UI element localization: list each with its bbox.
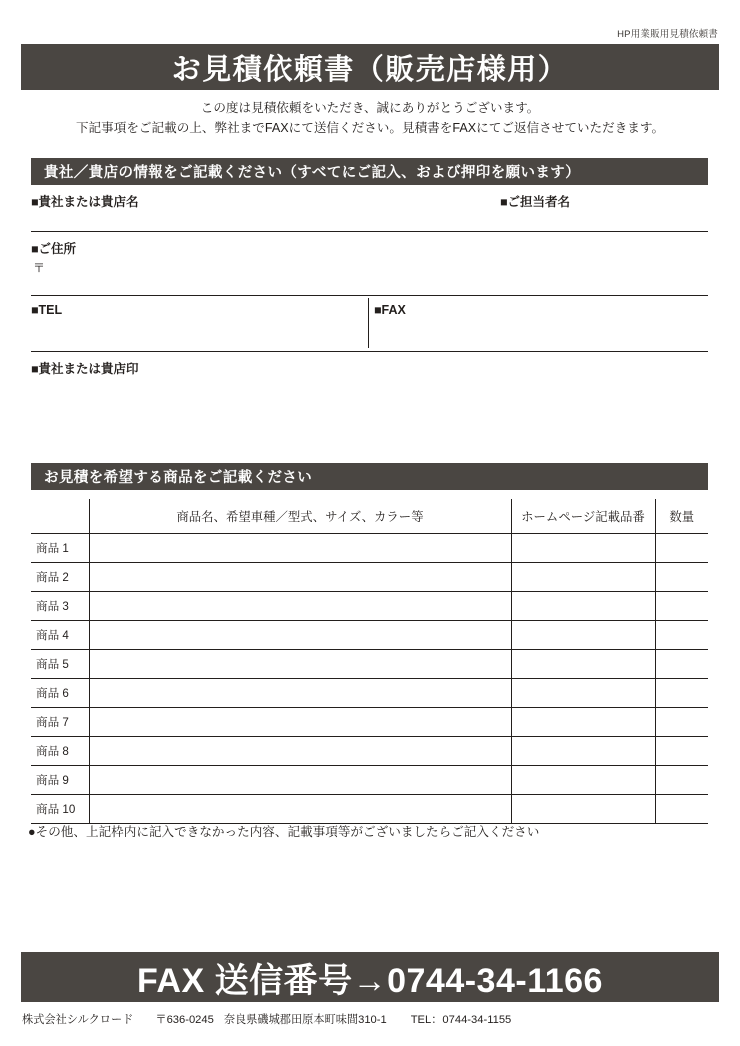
cell-quantity[interactable] bbox=[655, 765, 708, 794]
field-row-names bbox=[31, 185, 708, 232]
row-label: 商品 10 bbox=[31, 794, 89, 823]
cell-quantity[interactable] bbox=[655, 533, 708, 562]
table-row bbox=[31, 533, 708, 562]
table-row bbox=[31, 649, 708, 678]
table-row bbox=[31, 562, 708, 591]
row-label: 商品 4 bbox=[31, 620, 89, 649]
products-table bbox=[31, 499, 708, 824]
page-title: お見積依頼書（販売店様用） bbox=[171, 53, 569, 86]
field-row-address bbox=[31, 232, 708, 296]
row-label: 商品 9 bbox=[31, 765, 89, 794]
cell-product-name[interactable] bbox=[89, 591, 511, 620]
row-label: 商品 2 bbox=[31, 562, 89, 591]
intro-line-2: 下記事項をご記載の上、弊社までFAXにて送信ください。見積書をFAXにてご返信させていただきます。 bbox=[75, 121, 665, 135]
row-label: 商品 8 bbox=[31, 736, 89, 765]
cell-quantity[interactable] bbox=[655, 562, 708, 591]
cell-product-name[interactable] bbox=[89, 736, 511, 765]
section-header-products-label: お見積を希望する商品をご記載ください bbox=[44, 470, 313, 486]
cell-quantity[interactable] bbox=[655, 707, 708, 736]
footer-company-info bbox=[22, 1011, 511, 1027]
fax-number-text: FAX 送信番号→0744-34-1166 bbox=[137, 961, 603, 1000]
table-row bbox=[31, 736, 708, 765]
label-company-name: ■貴社または貴店名 bbox=[31, 195, 139, 209]
field-row-seal bbox=[31, 352, 708, 382]
divider-tel-fax bbox=[368, 298, 369, 348]
cell-product-name[interactable] bbox=[89, 649, 511, 678]
table-row bbox=[31, 620, 708, 649]
cell-product-code[interactable] bbox=[511, 620, 655, 649]
cell-product-code[interactable] bbox=[511, 736, 655, 765]
column-header-product-name: 商品名、希望車種／型式、サイズ、カラー等 bbox=[89, 499, 511, 533]
row-label: 商品 5 bbox=[31, 649, 89, 678]
cell-quantity[interactable] bbox=[655, 678, 708, 707]
field-row-tel-fax bbox=[31, 296, 708, 352]
label-company-seal: ■貴社または貴店印 bbox=[31, 362, 139, 376]
cell-quantity[interactable] bbox=[655, 620, 708, 649]
table-header-row bbox=[31, 499, 708, 533]
cell-product-name[interactable] bbox=[89, 765, 511, 794]
table-row bbox=[31, 765, 708, 794]
column-header-product-code: ホームページ記載品番 bbox=[511, 499, 655, 533]
row-label: 商品 6 bbox=[31, 678, 89, 707]
footer-telephone: TEL：0744-34-1155 bbox=[410, 1014, 512, 1026]
fax-number-banner bbox=[21, 952, 719, 1002]
company-info-block bbox=[31, 185, 708, 382]
cell-product-code[interactable] bbox=[511, 562, 655, 591]
label-tel: ■TEL bbox=[31, 303, 63, 317]
document-code-header: HP用業販用見積依頼書 bbox=[617, 29, 718, 40]
column-header-index bbox=[31, 499, 89, 533]
cell-product-name[interactable] bbox=[89, 620, 511, 649]
column-header-quantity: 数量 bbox=[655, 499, 708, 533]
cell-product-code[interactable] bbox=[511, 649, 655, 678]
cell-product-name[interactable] bbox=[89, 533, 511, 562]
cell-product-code[interactable] bbox=[511, 707, 655, 736]
section-header-company-info bbox=[31, 158, 708, 185]
cell-quantity[interactable] bbox=[655, 736, 708, 765]
table-row bbox=[31, 707, 708, 736]
section-header-products bbox=[31, 463, 708, 490]
cell-product-code[interactable] bbox=[511, 794, 655, 823]
document-title-banner bbox=[21, 44, 719, 90]
label-postal-mark: 〒 bbox=[33, 261, 46, 275]
label-contact-name: ■ご担当者名 bbox=[500, 195, 571, 209]
footer-company-name: 株式会社シルクロード bbox=[22, 1014, 134, 1026]
table-row bbox=[31, 794, 708, 823]
section-header-company-info-label: 貴社／貴店の情報をご記載ください（すべてにご記入、および押印を願います） bbox=[44, 165, 581, 181]
cell-quantity[interactable] bbox=[655, 794, 708, 823]
table-row bbox=[31, 591, 708, 620]
additional-notes-label: ●その他、上記枠内に記入できなかった内容、記載事項等がございましたらご記入ください bbox=[28, 825, 540, 839]
label-fax: ■FAX bbox=[374, 303, 406, 317]
table-row bbox=[31, 678, 708, 707]
intro-line-1: この度は見積依頼をいただき、誠にありがとうございます。 bbox=[200, 101, 540, 115]
cell-quantity[interactable] bbox=[655, 649, 708, 678]
intro-paragraph bbox=[21, 98, 719, 138]
row-label: 商品 1 bbox=[31, 533, 89, 562]
cell-product-code[interactable] bbox=[511, 533, 655, 562]
row-label: 商品 7 bbox=[31, 707, 89, 736]
cell-product-code[interactable] bbox=[511, 591, 655, 620]
footer-address: 奈良県磯城郡田原本町味間310-1 bbox=[223, 1014, 387, 1026]
cell-product-code[interactable] bbox=[511, 765, 655, 794]
row-label: 商品 3 bbox=[31, 591, 89, 620]
cell-product-name[interactable] bbox=[89, 707, 511, 736]
cell-product-name[interactable] bbox=[89, 678, 511, 707]
label-address: ■ご住所 bbox=[31, 242, 77, 256]
footer-postal-code: 〒636-0245 bbox=[155, 1014, 214, 1026]
cell-product-name[interactable] bbox=[89, 562, 511, 591]
table-body bbox=[31, 533, 708, 823]
cell-product-code[interactable] bbox=[511, 678, 655, 707]
cell-product-name[interactable] bbox=[89, 794, 511, 823]
cell-quantity[interactable] bbox=[655, 591, 708, 620]
